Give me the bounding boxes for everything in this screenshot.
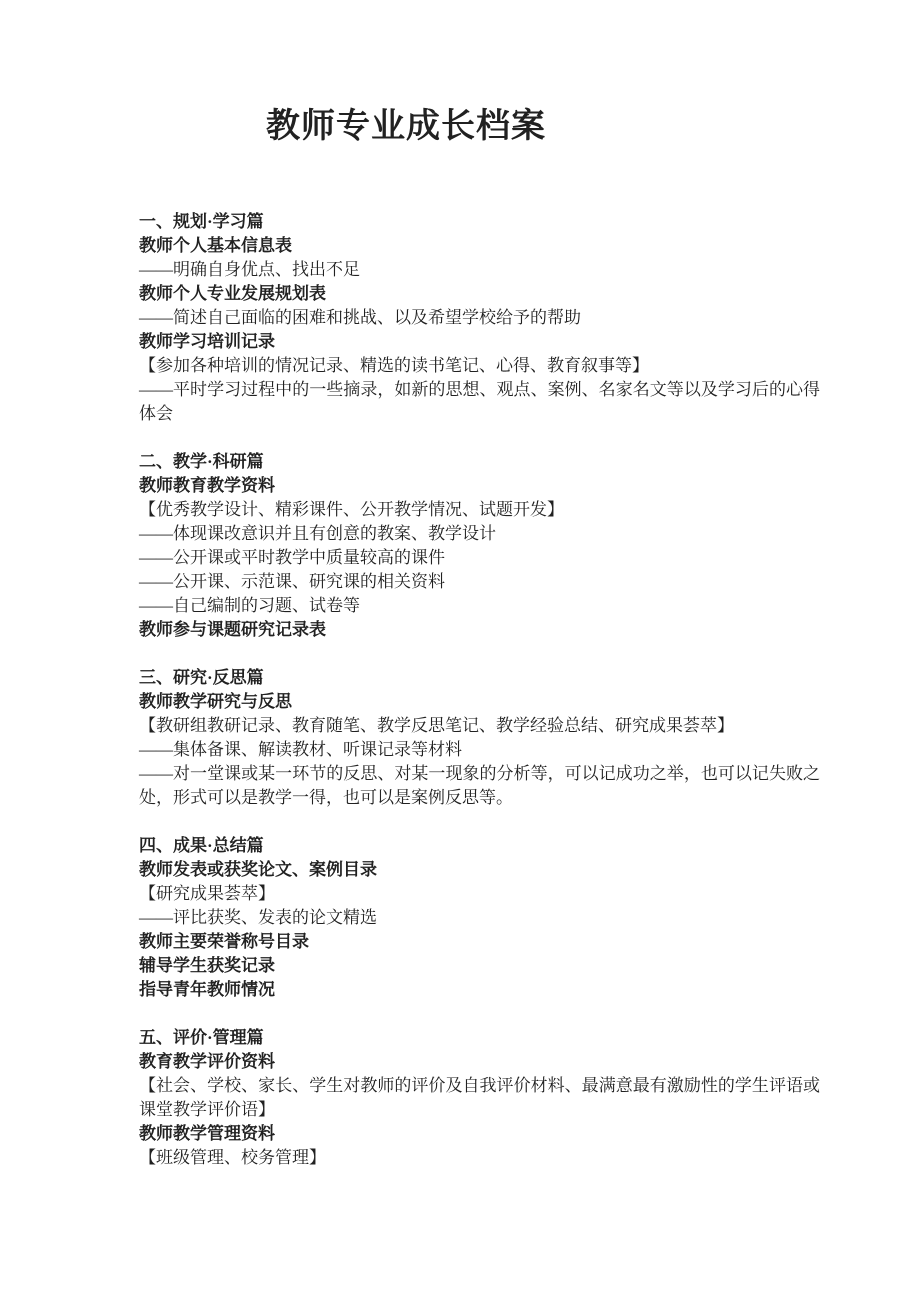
section-heading: 一、规划·学习篇	[139, 212, 264, 231]
dash-note-line: ——对一堂课或某一环节的反思、对某一现象的分析等，可以记成功之举，也可以记失败之处，形式可以是教学一得，也可以是案例反思等。	[139, 764, 820, 807]
section-evaluate-manage	[139, 1026, 820, 1170]
dash-note-line: ——简述自己面临的困难和挑战、以及希望学校给予的帮助	[139, 308, 581, 327]
item-title-line: 辅导学生获奖记录	[139, 956, 275, 975]
item-title-line: 教育教学评价资料	[139, 1052, 275, 1071]
dash-note-line: ——公开课或平时教学中质量较高的课件	[139, 548, 445, 567]
bracket-note-line: 【社会、学校、家长、学生对教师的评价及自我评价材料、最满意最有激励性的学生评语或课堂教学评价语】	[139, 1076, 820, 1119]
dash-note-line: ——平时学习过程中的一些摘录，如新的思想、观点、案例、名家名文等以及学习后的心得体会	[139, 380, 820, 423]
bracket-note-line: 【参加各种培训的情况记录、精选的读书笔记、心得、教育叙事等】	[139, 356, 649, 375]
section-heading: 二、教学·科研篇	[139, 452, 264, 471]
dash-note-line: ——明确自身优点、找出不足	[139, 260, 360, 279]
item-title-line: 教师主要荣誉称号目录	[139, 932, 309, 951]
bracket-note-line: 【班级管理、校务管理】	[139, 1148, 326, 1167]
document-body	[139, 210, 820, 1170]
section-achievement-summary	[139, 834, 820, 1002]
section-study-reflect	[139, 666, 820, 810]
document-title: 教师专业成长档案	[266, 108, 546, 145]
dash-note-line: ——体现课改意识并且有创意的教案、教学设计	[139, 524, 496, 543]
dash-note-line: ——集体备课、解读教材、听课记录等材料	[139, 740, 462, 759]
bracket-note-line: 【研究成果荟萃】	[139, 884, 275, 903]
section-heading: 五、评价·管理篇	[139, 1028, 264, 1047]
bracket-note-line: 【优秀教学设计、精彩课件、公开教学情况、试题开发】	[139, 500, 564, 519]
item-title-line: 教师个人基本信息表	[139, 236, 292, 255]
bracket-note-line: 【教研组教研记录、教育随笔、教学反思笔记、教学经验总结、研究成果荟萃】	[139, 716, 734, 735]
dash-note-line: ——公开课、示范课、研究课的相关资料	[139, 572, 445, 591]
item-title-line: 教师参与课题研究记录表	[139, 620, 326, 639]
section-heading: 四、成果·总结篇	[139, 836, 264, 855]
item-title-line: 教师教育教学资料	[139, 476, 275, 495]
dash-note-line: ——自己编制的习题、试卷等	[139, 596, 360, 615]
item-title-line: 指导青年教师情况	[139, 980, 275, 999]
dash-note-line: ——评比获奖、发表的论文精选	[139, 908, 377, 927]
section-heading: 三、研究·反思篇	[139, 668, 264, 687]
item-title-line: 教师个人专业发展规划表	[139, 284, 326, 303]
item-title-line: 教师发表或获奖论文、案例目录	[139, 860, 377, 879]
item-title-line: 教师教学研究与反思	[139, 692, 292, 711]
section-teach-research	[139, 450, 820, 642]
item-title-line: 教师教学管理资料	[139, 1124, 275, 1143]
item-title-line: 教师学习培训记录	[139, 332, 275, 351]
section-plan-study	[139, 210, 820, 426]
